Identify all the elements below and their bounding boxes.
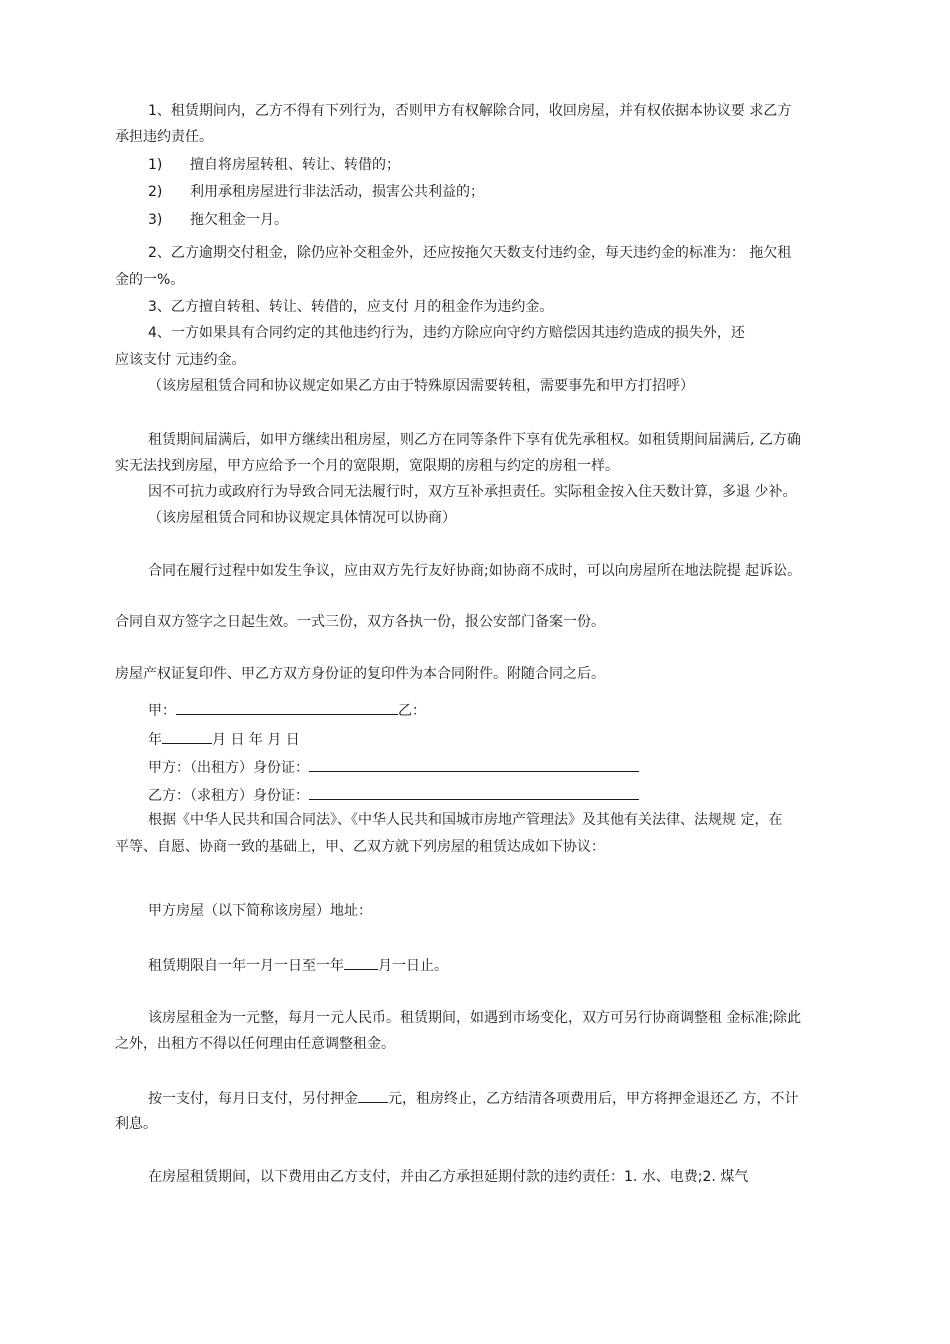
lease-term-start: 租赁期限自一年一月一日至一年 [148, 958, 344, 974]
lease-term-blank [344, 955, 378, 970]
list-item-text: 拖欠租金一月。 [190, 212, 288, 228]
effective-clause: 合同自双方签字之日起生效。一式三份，双方各执一份，报公安部门备案一份。 [115, 614, 605, 630]
clause-1-line-2: 承担违约责任。 [115, 129, 213, 145]
clause-3: 3、乙方擅自转租、转让、转借的，应支付 月的租金作为违约金。 [148, 299, 554, 315]
clause-2-line-2: 金的一%。 [115, 272, 185, 288]
basis-line-1: 根据《中华人民共和国合同法》、《中华人民共和国城市房地产管理法》及其他有关法律、法规规 定，在 [148, 812, 783, 828]
party-b-id-label: 乙方：（求租方）身份证： [148, 788, 309, 804]
basis-line-2: 平等、自愿、协商一致的基础上，甲、乙双方就下列房屋的租赁达成如下协议： [115, 839, 605, 855]
deposit-blank [358, 1088, 388, 1103]
clause-1-line-1: 1、租赁期间内，乙方不得有下列行为，否则甲方有权解除合同，收回房屋，并有权依据本协议要 求乙方 [148, 103, 792, 119]
list-item-text: 擅自将房屋转租、转让、转借的； [190, 157, 400, 173]
party-a-id-line [148, 757, 639, 778]
party-a-id-label: 甲方：（出租方）身份证： [148, 760, 309, 776]
rent-line-2: 之外，出租方不得以任何理由任意调整租金。 [115, 1036, 395, 1052]
clause-4-line-2: 应该支付 元违约金。 [115, 352, 246, 368]
renewal-line-2: 实无法找到房屋，甲方应给予一个月的宽限期，宽限期的房租与约定的房租一样。 [115, 458, 619, 474]
clause-4-line-1: 4、一方如果具有合同约定的其他违约行为，违约方除应向守约方赔偿因其违约造成的损失外，还 [148, 325, 745, 341]
force-majeure: 因不可抗力或政府行为导致合同无法履行时，双方互补承担责任。实际租金按入住天数计算，多退 少补。 [148, 484, 797, 500]
party-a-label: 甲： [148, 703, 176, 719]
clause-2-line-1: 2、乙方逾期交付租金，除仍应补交租金外，还应按拖欠天数支付违约金，每天违约金的标准为： 拖欠租 [148, 245, 792, 261]
party-a-id-blank [309, 757, 639, 772]
dispute-clause: 合同在履行过程中如发生争议，应由双方先行友好协商;如协商不成时，可以向房屋所在地法院提 起诉讼。 [148, 563, 802, 579]
deposit-start: 按一支付，每月日支付，另付押金 [148, 1091, 358, 1107]
deposit-line-1 [148, 1088, 798, 1109]
party-b-id-blank [309, 785, 639, 800]
date-year-label: 年 [148, 732, 162, 748]
list-item-marker: 2) [148, 184, 163, 200]
note-1: （该房屋租赁合同和协议规定如果乙方由于特殊原因需要转租，需要事先和甲方打招呼） [148, 378, 694, 394]
renewal-line-1: 租赁期间届满后，如甲方继续出租房屋，则乙方在同等条件下享有优先承租权。如租赁期间届满后, 乙方确 [148, 432, 801, 448]
list-item-marker: 1) [148, 157, 163, 173]
lease-term-end: 月一日止。 [378, 958, 448, 974]
attachment-clause: 房屋产权证复印件、甲乙方双方身份证的复印件为本合同附件。附随合同之后。 [115, 666, 605, 682]
fees-line: 在房屋租赁期间，以下费用由乙方支付，并由乙方承担延期付款的违约责任：1. 水、电费;2. 煤气 [148, 1169, 749, 1185]
party-a-blank [176, 700, 398, 715]
lease-term-line [148, 955, 448, 976]
date-blank [162, 729, 212, 744]
rent-line-1: 该房屋租金为一元整，每月一元人民币。租赁期间，如遇到市场变化，双方可另行协商调整租 金标准;除此 [148, 1010, 802, 1026]
date-line [148, 729, 300, 750]
party-b-label: 乙： [398, 703, 426, 719]
deposit-end: 元，租房终止，乙方结清各项费用后，甲方将押金退还乙 方，不计 [388, 1091, 799, 1107]
address-line: 甲方房屋（以下简称该房屋）地址： [148, 903, 372, 919]
list-item-text: 利用承租房屋进行非法活动，损害公共利益的； [190, 184, 484, 200]
list-item-marker: 3) [148, 212, 163, 228]
deposit-line-2: 利息。 [115, 1116, 157, 1132]
note-2: （该房屋租赁合同和协议规定具体情况可以协商） [148, 510, 456, 526]
signature-line [148, 700, 426, 721]
party-b-id-line [148, 785, 639, 806]
date-rest-label: 月 日 年 月 日 [212, 732, 300, 748]
